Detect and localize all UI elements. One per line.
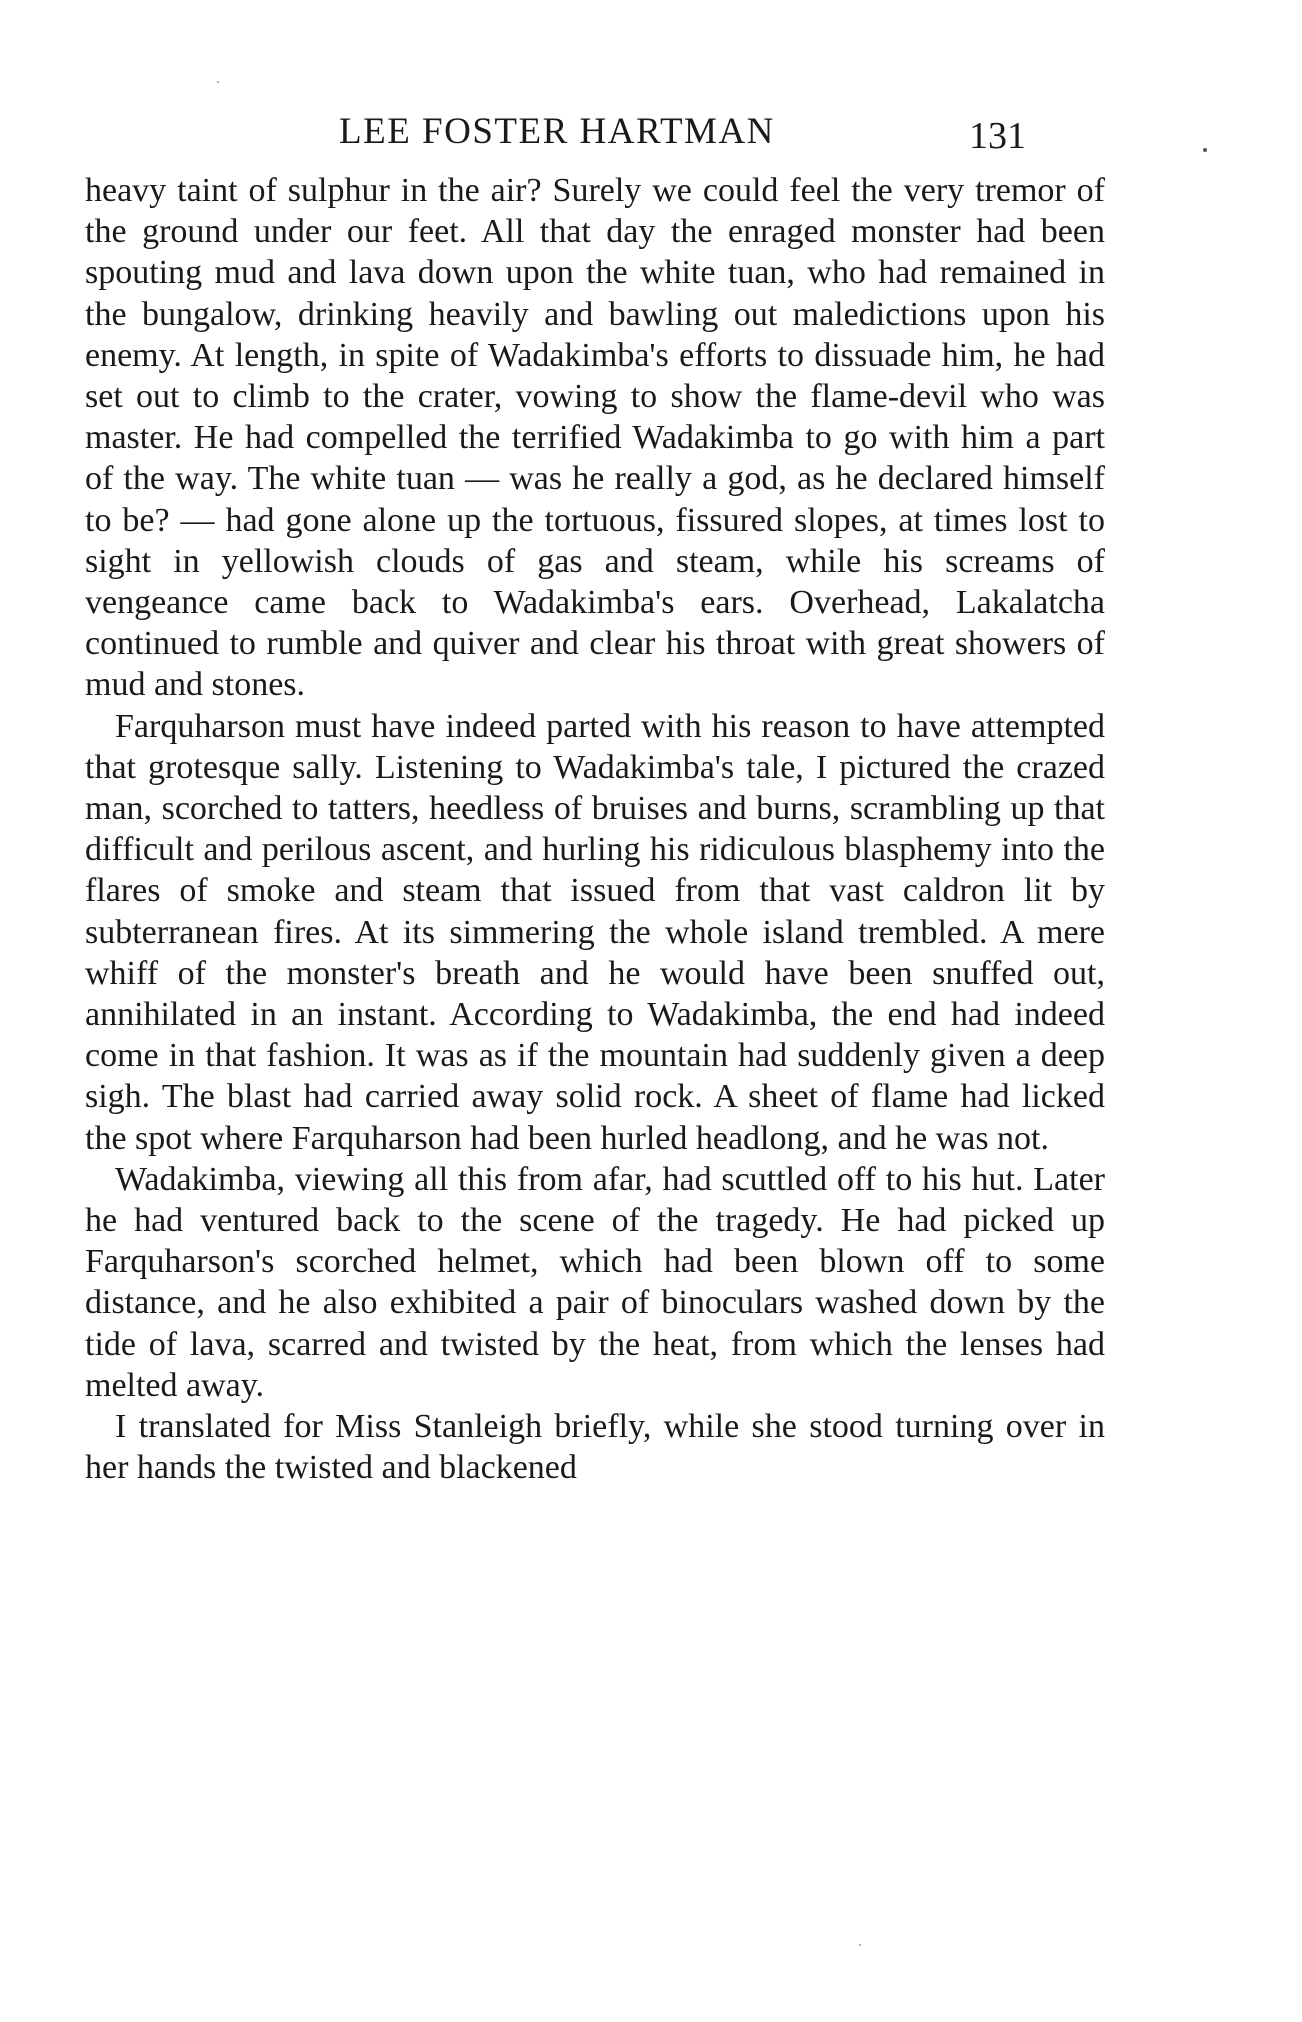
paragraph-1: heavy taint of sulphur in the air? Surely we could feel the very tremor of the ground under our feet. All that day the enraged monster had been spouting mud and lava down upon the white tuan, who had remained in the bungalow, drinking heavily and bawling out maledictions upon his enemy. At length, in spite of Wadakimba's efforts to dissuade him, he had set out to climb to the crater, vowing to show the flame-devil who was master. He had compelled the terrified Wadakimba to go with him a part of the way. The white tuan — was he really a god, as he declared himself to be? — had gone alone up the tortuous, fissured slopes, at times lost to sight in yellowish clouds of gas and steam, while his screams of vengeance came back to Wadakimba's ears. Overhead, Lakalatcha continued to rumble and quiver and clear his throat with great showers of mud and stones.	[85, 172, 1105, 704]
paragraph-4: I translated for Miss Stanleigh briefly, while she stood turning over in her hands the twisted and blackened	[85, 1408, 1105, 1487]
paragraph-3: Wadakimba, viewing all this from afar, had scuttled off to his hut. Later he had ventured back to the scene of the tragedy. He had picked up Farquharson's scorched helmet, which had been blown off to some distance, and he also exhibited a pair of binoculars washed down by the tide of lava, scarred and twisted by the heat, from which the lenses had melted away.	[85, 1160, 1105, 1404]
page-header	[85, 102, 1105, 162]
page-number: 131	[969, 115, 1026, 157]
speck	[1203, 148, 1207, 152]
running-head: LEE FOSTER HARTMAN	[339, 111, 775, 152]
paragraph-2: Farquharson must have indeed parted with his reason to have attempted that grotesque sally. Listening to Wadakimba's tale, I pictured the crazed man, scorched to tatters, heedless of bruises and burns, scrambling up that difficult and perilous ascent, and hurling his ridiculous blasphemy into the flares of smoke and steam that issued from that vast caldron lit by subterranean fires. At its simmering the whole island trembled. A mere whiff of the monster's breath and he would have been snuffed out, annihilated in an instant. According to Wadakimba, the end had indeed come in that fashion. It was as if the mountain had suddenly given a deep sigh. The blast had carried away solid rock. A sheet of flame had licked the spot where Farquharson had been hurled headlong, and he was not.	[85, 707, 1105, 1157]
speck	[217, 81, 219, 83]
speck	[859, 1944, 861, 1946]
body-text	[85, 170, 1105, 1890]
